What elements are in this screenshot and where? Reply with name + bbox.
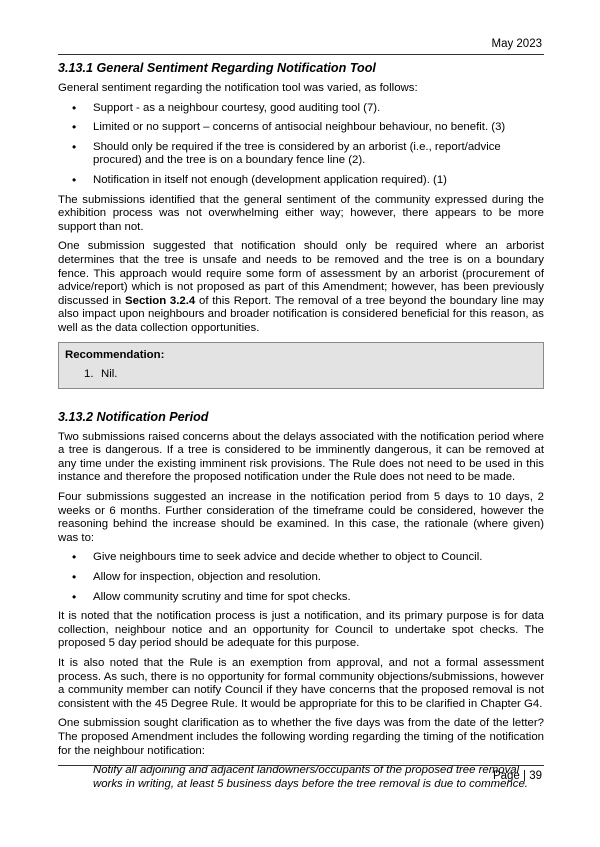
quoted-wording: Notify all adjoining and adjacent landowners/occupants of the proposed tree removal works in writing, at least 5 business days before the tree removal is due to commence. <box>93 764 528 790</box>
list-item: • Give neighbours time to seek advice and decide whether to object to Council. <box>58 551 544 565</box>
recommendation-title: Recommendation: <box>65 348 165 361</box>
recommendation-number: 1. <box>84 368 94 381</box>
list-item: • Support - as a neighbour courtesy, good auditing tool (7). <box>58 102 544 116</box>
list-item: • Allow for inspection, objection and resolution. <box>58 571 544 585</box>
section-heading-3-13-2: 3.13.2 Notification Period <box>58 409 209 424</box>
paragraph: It is noted that the notification process is just a notification, and its primary purpose is for data collection, neighbour notice and an opportunity for Council to undertake spot checks. The proposed 5 day period should be adequate for this purpose. <box>58 610 544 650</box>
section-1-intro: General sentiment regarding the notification tool was varied, as follows: <box>58 82 418 94</box>
sentiment-list <box>58 102 544 188</box>
paragraph: Four submissions suggested an increase in the notification period from 5 days to 10 days, 2 weeks or 6 months. Further consideration of the timeframe could be considered, however the reasoning behind the increase should be examined. In this case, the rationale (where given) was to: <box>58 491 544 544</box>
section-heading-3-13-1: 3.13.1 General Sentiment Regarding Notification Tool <box>58 61 376 75</box>
paragraph: Two submissions raised concerns about the delays associated with the notification period where a tree is dangerous. If a tree is considered to be imminently dangerous, it can be removed at any time under the existing imminent risk provisions. The Rule does not need to be used in this instance and therefore the proposed notification under the Rule does not need to be made. <box>58 430 544 484</box>
page-number: Page | 39 <box>492 770 542 782</box>
recommendation-item <box>65 368 537 382</box>
header-divider <box>58 54 544 55</box>
list-item: • Notification in itself not enough (development application required). (1) <box>58 174 544 188</box>
list-item: • Should only be required if the tree is considered by an arborist (i.e., report/advice procured) and the tree is on a boundary fence line (2). <box>58 141 544 168</box>
list-item: • Allow community scrutiny and time for spot checks. <box>58 591 544 605</box>
paragraph: The submissions identified that the general sentiment of the community expressed during the exhibition process was not overwhelming either way; however, there appears to be more support than not. <box>58 193 544 233</box>
paragraph <box>58 240 544 335</box>
paragraph: One submission sought clarification as to whether the five days was from the date of the letter? The proposed Amendment includes the following wording regarding the timing of the notification for the neighbour notification: <box>58 717 544 757</box>
footer-divider <box>58 765 544 766</box>
recommendation-text: Nil. <box>101 368 118 381</box>
paragraph: It is also noted that the Rule is an exemption from approval, and not a formal assessment process. As such, there is no opportunity for formal community objections/submissions, however a community member can notify Council if they have concerns that the proposed removal is not consistent with the 45 Degree Rule. It would be appropriate for this to be clarified in Chapter G4. <box>58 657 544 710</box>
recommendation-box <box>58 342 544 389</box>
header-date: May 2023 <box>491 38 542 50</box>
paragraph-text: of this Report. The removal of a tree beyond the boundary line may also impact upon neighbours and broader notification is considered beneficial for this reason, as well as the data collection opportunities. <box>58 294 544 334</box>
rationale-list <box>58 551 544 604</box>
list-item: • Limited or no support – concerns of antisocial neighbour behaviour, no benefit. (3) <box>58 121 544 135</box>
document-body <box>58 60 544 797</box>
section-reference: Section 3.2.4 <box>125 294 196 307</box>
paragraph-text: One submission suggested that notification should only be required where an arborist determines that the tree is unsafe and needs to be removed and the tree is on a boundary fence. This approach would require some form of assessment by an arborist (procurement of advice/report) which is not proposed as part of this Amendment; however, has been previously discussed in <box>58 240 544 307</box>
